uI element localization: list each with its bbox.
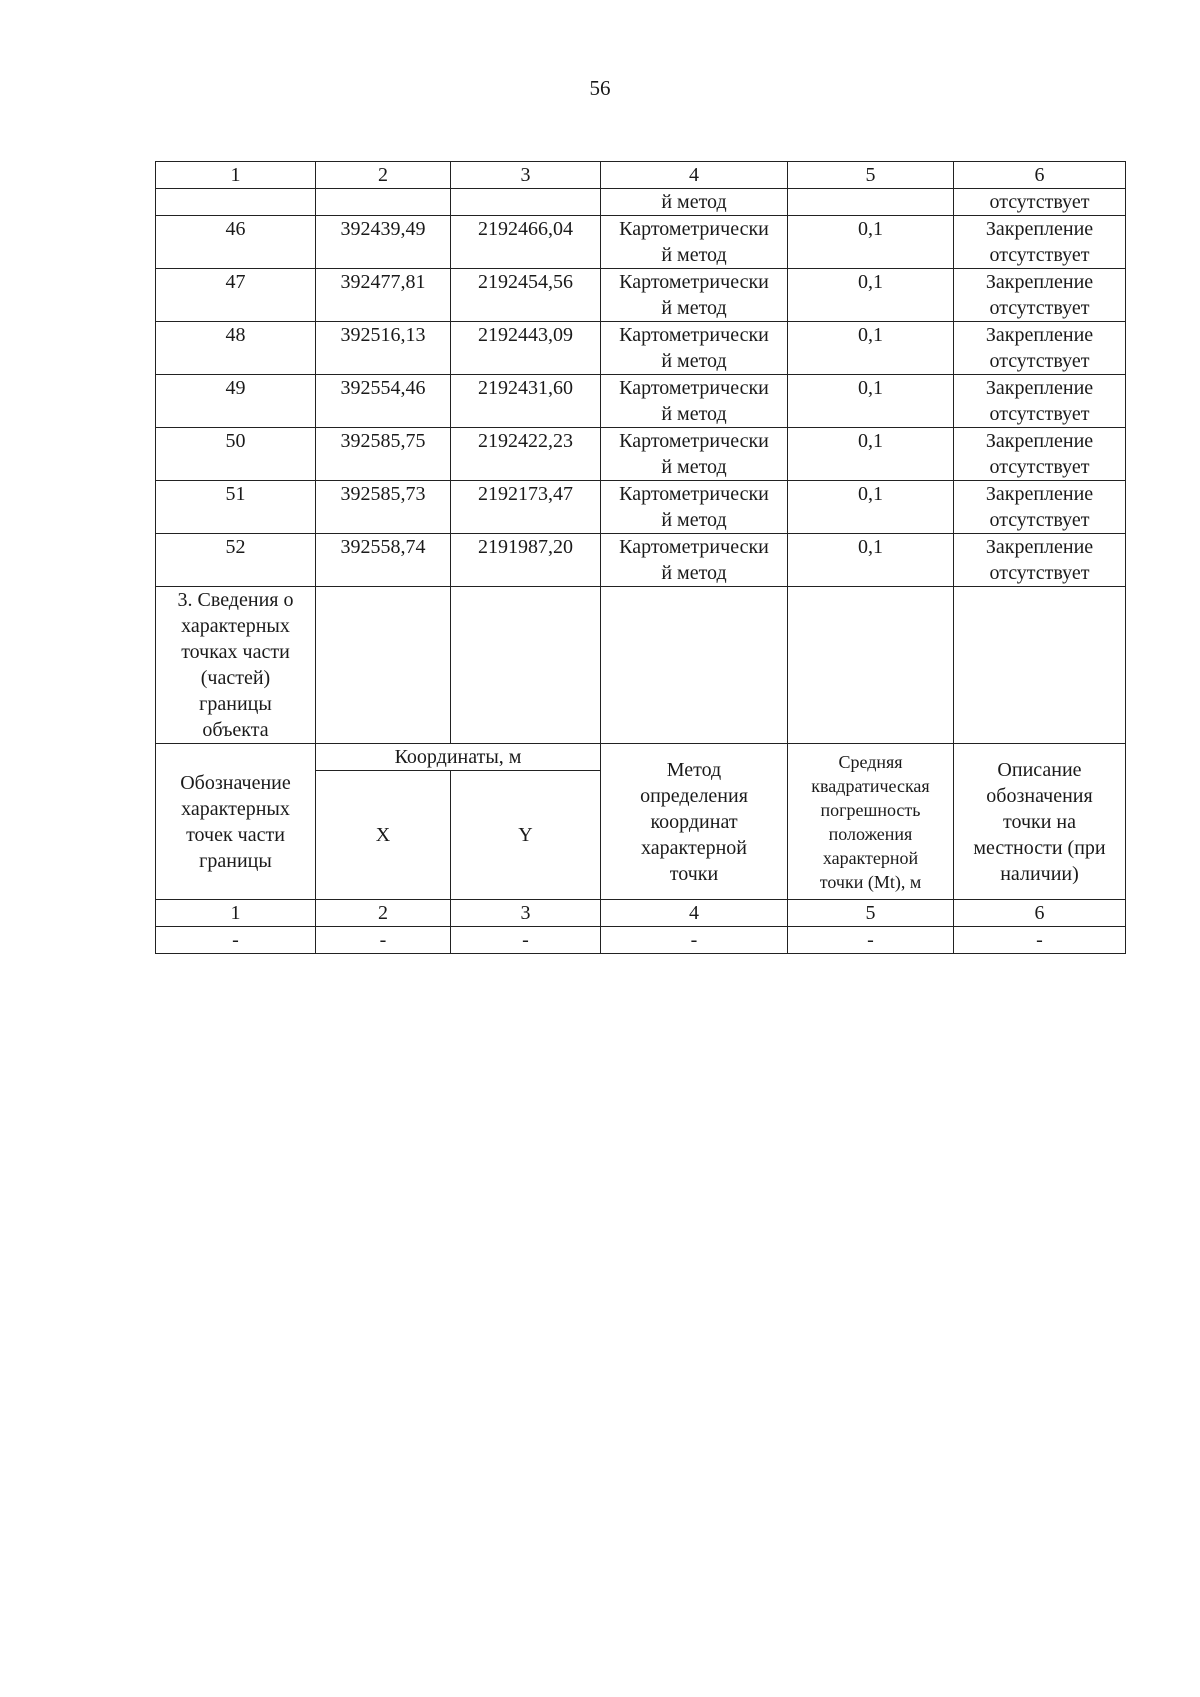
header-x: X <box>316 771 451 900</box>
header-line: характерных <box>181 797 290 820</box>
header-line: границы <box>199 849 272 872</box>
cell-x: 392477,81 <box>316 269 451 322</box>
cell-empty: - <box>788 927 954 954</box>
header-designation <box>156 744 316 900</box>
section-title-line: объекта <box>202 719 269 741</box>
cell-y: 2192422,23 <box>451 428 601 481</box>
table-row <box>156 216 1126 269</box>
cell-point: 47 <box>156 269 316 322</box>
header-line: местности (при <box>973 836 1106 859</box>
cell-y: 2192443,09 <box>451 322 601 375</box>
cell-method <box>601 428 788 481</box>
cell-empty: - <box>451 927 601 954</box>
section-3-row <box>156 587 1126 744</box>
cell-point: 51 <box>156 481 316 534</box>
cell-x: 392554,46 <box>316 375 451 428</box>
method-line: й метод <box>661 403 727 425</box>
cell-y: 2192466,04 <box>451 216 601 269</box>
col-number: 3 <box>451 900 601 927</box>
header-line: точки <box>669 862 719 885</box>
header-line: Обозначение <box>180 771 291 794</box>
header-line: характерной <box>641 836 747 859</box>
cell <box>451 189 601 216</box>
header-line: характерной <box>822 847 919 868</box>
cell-y: 2192431,60 <box>451 375 601 428</box>
header-method <box>601 744 788 900</box>
header-line: Средняя <box>838 751 903 772</box>
cell-point: 49 <box>156 375 316 428</box>
cell <box>316 587 451 744</box>
cell <box>788 189 954 216</box>
section-title-line: 3. Сведения о <box>177 589 294 611</box>
cell-empty: - <box>156 927 316 954</box>
description-line: отсутствует <box>989 456 1090 478</box>
cell-y: 2191987,20 <box>451 534 601 587</box>
cell-description <box>954 216 1126 269</box>
method-line: й метод <box>661 509 727 531</box>
description-line: Закрепление <box>985 536 1094 558</box>
header-line: положения <box>828 823 913 844</box>
description-line: Закрепление <box>985 430 1094 452</box>
coordinates-table <box>155 161 1126 954</box>
header-line: точки (Mt), м <box>819 871 922 892</box>
cell-error: 0,1 <box>788 269 954 322</box>
cell <box>316 189 451 216</box>
cell-x: 392439,49 <box>316 216 451 269</box>
cell-method <box>601 322 788 375</box>
col-number: 5 <box>788 900 954 927</box>
description-line: Закрепление <box>985 218 1094 240</box>
header-y: Y <box>451 771 601 900</box>
header-line: Метод <box>666 758 722 781</box>
cell-empty: - <box>316 927 451 954</box>
description-line: Закрепление <box>985 324 1094 346</box>
cell-description <box>954 269 1126 322</box>
section-title-line: границы <box>199 693 272 715</box>
col-number: 1 <box>156 900 316 927</box>
col-number: 1 <box>156 162 316 189</box>
cell-x: 392516,13 <box>316 322 451 375</box>
cell-point: 50 <box>156 428 316 481</box>
header-row <box>156 744 1126 771</box>
header-line: погрешность <box>820 799 921 820</box>
table-row <box>156 269 1126 322</box>
cell-method <box>601 216 788 269</box>
cell-point: 48 <box>156 322 316 375</box>
description-line: отсутствует <box>989 350 1090 372</box>
column-numbers-row <box>156 900 1126 927</box>
description-line: Закрепление <box>985 483 1094 505</box>
cell-description <box>954 322 1126 375</box>
description-line: отсутствует <box>989 562 1090 584</box>
cell-method <box>601 534 788 587</box>
method-line: Картометрически <box>619 430 769 452</box>
header-line: точек части <box>186 823 285 846</box>
col-number: 3 <box>451 162 601 189</box>
continued-row <box>156 189 1126 216</box>
cell-description: отсутствует <box>954 189 1126 216</box>
cell-empty: - <box>954 927 1126 954</box>
method-line: Картометрически <box>619 271 769 293</box>
cell-method <box>601 269 788 322</box>
header-coordinates: Координаты, м <box>316 744 601 771</box>
empty-data-row <box>156 927 1126 954</box>
col-number: 4 <box>601 162 788 189</box>
cell <box>156 189 316 216</box>
cell-method <box>601 375 788 428</box>
cell-description <box>954 375 1126 428</box>
cell-y: 2192454,56 <box>451 269 601 322</box>
cell-method: й метод <box>601 189 788 216</box>
table-row <box>156 428 1126 481</box>
cell-error: 0,1 <box>788 322 954 375</box>
table-row <box>156 322 1126 375</box>
cell-point: 52 <box>156 534 316 587</box>
page-number: 56 <box>589 76 611 100</box>
col-number: 5 <box>788 162 954 189</box>
cell-point: 46 <box>156 216 316 269</box>
cell-error: 0,1 <box>788 216 954 269</box>
cell-error: 0,1 <box>788 534 954 587</box>
description-line: Закрепление <box>985 377 1094 399</box>
cell <box>601 587 788 744</box>
col-number: 4 <box>601 900 788 927</box>
column-numbers-row <box>156 162 1126 189</box>
method-line: Картометрически <box>619 377 769 399</box>
method-line: Картометрически <box>619 218 769 240</box>
cell-x: 392558,74 <box>316 534 451 587</box>
cell-description <box>954 481 1126 534</box>
method-line: Картометрически <box>619 536 769 558</box>
header-error <box>788 744 954 900</box>
section-3-title <box>156 587 316 744</box>
section-title-line: (частей) <box>200 667 271 689</box>
section-title-line: характерных <box>181 615 290 637</box>
cell <box>451 587 601 744</box>
cell <box>954 587 1126 744</box>
cell-empty: - <box>601 927 788 954</box>
header-line: обозначения <box>986 784 1093 807</box>
description-line: отсутствует <box>989 403 1090 425</box>
section-title-line: точках части <box>181 641 290 663</box>
col-number: 6 <box>954 900 1126 927</box>
method-line: й метод <box>661 456 727 478</box>
table-row <box>156 534 1126 587</box>
description-line: отсутствует <box>989 509 1090 531</box>
cell-y: 2192173,47 <box>451 481 601 534</box>
header-line: точки на <box>1002 810 1077 833</box>
method-line: й метод <box>661 562 727 584</box>
method-line: й метод <box>661 244 727 266</box>
cell <box>788 587 954 744</box>
method-line: Картометрически <box>619 324 769 346</box>
cell-error: 0,1 <box>788 428 954 481</box>
col-number: 2 <box>316 900 451 927</box>
description-line: отсутствует <box>989 297 1090 319</box>
cell-error: 0,1 <box>788 481 954 534</box>
header-line: наличии) <box>1000 862 1079 885</box>
header-line: квадратическая <box>811 775 930 796</box>
cell-description <box>954 534 1126 587</box>
method-line: Картометрически <box>619 483 769 505</box>
cell-error: 0,1 <box>788 375 954 428</box>
method-line: й метод <box>661 297 727 319</box>
cell-description <box>954 428 1126 481</box>
col-number: 6 <box>954 162 1126 189</box>
description-line: отсутствует <box>989 244 1090 266</box>
table-row <box>156 375 1126 428</box>
method-line: й метод <box>661 350 727 372</box>
col-number: 2 <box>316 162 451 189</box>
header-description <box>954 744 1126 900</box>
header-line: координат <box>650 810 738 833</box>
cell-x: 392585,75 <box>316 428 451 481</box>
header-line: Описание <box>997 758 1082 781</box>
description-line: Закрепление <box>985 271 1094 293</box>
table-row <box>156 481 1126 534</box>
header-line: определения <box>640 784 748 807</box>
cell-method <box>601 481 788 534</box>
cell-x: 392585,73 <box>316 481 451 534</box>
